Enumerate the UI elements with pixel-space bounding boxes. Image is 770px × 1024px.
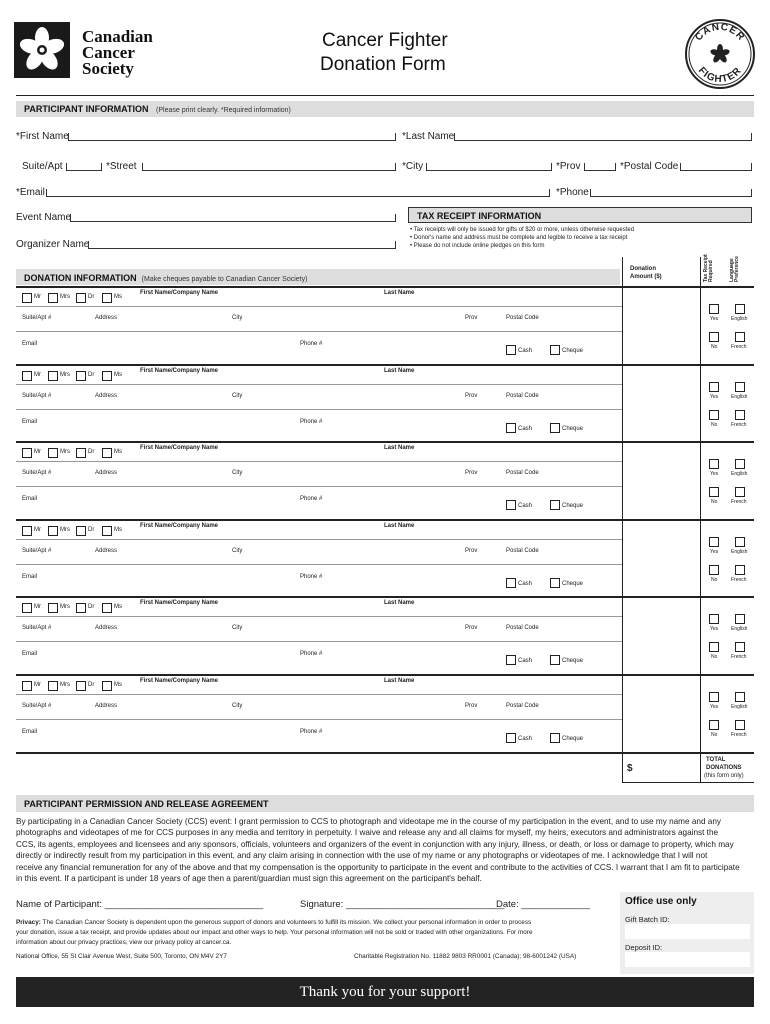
tax-receipt-yes-checkbox[interactable] [709, 304, 719, 314]
donor-city-label: City [232, 470, 243, 476]
language-french-checkbox[interactable] [735, 410, 745, 420]
title-dr-checkbox[interactable] [76, 371, 86, 381]
row-divider [16, 486, 622, 487]
agreement-line-4: directly or indirectly result from my participation in this event, and any claim arising in connection with the use of my name or any photographs or videotapes of me. I acknowledge that I will not [16, 851, 708, 861]
title-ms-label: Ms [114, 294, 122, 300]
tax-receipt-no-checkbox[interactable] [709, 332, 719, 342]
donor-email-label: Email [22, 729, 38, 735]
gift-batch-label: Gift Batch ID: [625, 915, 670, 924]
tax-receipt-yes-checkbox[interactable] [709, 537, 719, 547]
title-ms-label: Ms [114, 372, 122, 378]
donation-section-note-bold: Canadian Cancer Society [225, 276, 306, 283]
language-french-label: French [731, 344, 747, 350]
payment-cash-label: Cash [518, 503, 533, 509]
tax-receipt-required-header: Tax Receipt Required [703, 254, 714, 282]
title-dr-label: Dr [88, 449, 95, 455]
donation-section-note-suffix: ) [305, 276, 308, 283]
donation-section-title: DONATION INFORMATION [24, 273, 137, 283]
payment-cheque-checkbox[interactable] [550, 500, 560, 510]
title-mrs-label: Mrs [60, 527, 70, 533]
payment-cash-checkbox[interactable] [506, 655, 516, 665]
payment-cash-checkbox[interactable] [506, 423, 516, 433]
language-english-checkbox[interactable] [735, 614, 745, 624]
tax-receipt-yes-label: Yes [710, 316, 719, 322]
title-dr-checkbox[interactable] [76, 526, 86, 536]
donor-last-name-label: Last Name [384, 368, 415, 374]
donor-first-name-label: First Name/Company Name [140, 600, 219, 606]
donor-address-label: Address [95, 470, 118, 476]
donor-postal-label: Postal Code [506, 548, 539, 554]
donor-phone-label: Phone # [300, 341, 323, 347]
title-dr-checkbox[interactable] [76, 681, 86, 691]
donor-suite-label: Suite/Apt # [22, 548, 52, 554]
title-ms-checkbox[interactable] [102, 681, 112, 691]
agreement-line-3: CCS, its agents, employees and licensees and any sponsors, officials, volunteers and organizers of the event in conjunction with any injury, illness, or death, or loss or damage to property, which may [16, 839, 734, 849]
tax-receipt-no-label: No [711, 422, 718, 428]
payment-cash-label: Cash [518, 658, 533, 664]
title-mr-checkbox[interactable] [22, 681, 32, 691]
cancer-fighter-badge-icon [684, 18, 756, 90]
donor-postal-label: Postal Code [506, 703, 539, 709]
row-divider [16, 409, 622, 410]
title-mrs-checkbox[interactable] [48, 293, 58, 303]
payment-cash-checkbox[interactable] [506, 578, 516, 588]
payment-cheque-checkbox[interactable] [550, 578, 560, 588]
office-use-box [620, 892, 754, 974]
title-ms-label: Ms [114, 604, 122, 610]
tax-receipt-no-checkbox[interactable] [709, 642, 719, 652]
donor-prov-label: Prov [465, 625, 478, 631]
donor-address-label: Address [95, 393, 118, 399]
language-french-checkbox[interactable] [735, 565, 745, 575]
title-mr-checkbox[interactable] [22, 526, 32, 536]
payment-cash-checkbox[interactable] [506, 733, 516, 743]
language-french-label: French [731, 422, 747, 428]
payment-cash-label: Cash [518, 426, 533, 432]
event-name-label: Event Name [16, 212, 72, 223]
title-mr-checkbox[interactable] [22, 448, 32, 458]
event-name-field[interactable] [70, 214, 396, 222]
tax-receipt-no-checkbox[interactable] [709, 720, 719, 730]
total-label-line3: (this form only) [704, 773, 744, 779]
language-english-label: English [731, 394, 748, 400]
total-dollar-symbol: $ [627, 763, 633, 774]
donor-address-label: Address [95, 548, 118, 554]
form-title-line1: Cancer Fighter [322, 30, 448, 51]
deposit-id-field[interactable] [625, 952, 750, 967]
donor-postal-label: Postal Code [506, 625, 539, 631]
row-divider [16, 564, 622, 565]
donor-first-name-label: First Name/Company Name [140, 678, 219, 684]
row-divider [16, 331, 622, 332]
donor-last-name-label: Last Name [384, 600, 415, 606]
title-ms-checkbox[interactable] [102, 371, 112, 381]
tax-receipt-yes-checkbox[interactable] [709, 382, 719, 392]
donor-last-name-label: Last Name [384, 523, 415, 529]
donor-last-name-label: Last Name [384, 445, 415, 451]
participant-section-title: PARTICIPANT INFORMATION [24, 104, 149, 114]
title-mr-label: Mr [34, 372, 41, 378]
participant-city-field[interactable] [426, 163, 552, 171]
organizer-name-field[interactable] [88, 241, 396, 249]
donation-section-bar [16, 269, 620, 285]
agreement-section-bar [16, 795, 754, 812]
donor-first-name-label: First Name/Company Name [140, 445, 219, 451]
language-french-label: French [731, 577, 747, 583]
language-french-checkbox[interactable] [735, 332, 745, 342]
privacy-line-3: information about our privacy practices, view our privacy policy at cancer.ca. [16, 939, 232, 946]
payment-cheque-checkbox[interactable] [550, 733, 560, 743]
participant-signature-field[interactable]: Signature: ______________________________ [300, 899, 505, 910]
donor-suite-label: Suite/Apt # [22, 470, 52, 476]
donation-amount-field[interactable] [623, 287, 700, 364]
participant-section-note: (Please print clearly. *Required information) [156, 107, 291, 114]
donor-email-label: Email [22, 496, 38, 502]
language-english-label: English [731, 626, 748, 632]
payment-cheque-label: Cheque [562, 581, 584, 587]
tax-receipt-yes-checkbox[interactable] [709, 459, 719, 469]
payment-cheque-label: Cheque [562, 503, 584, 509]
row-divider [16, 384, 622, 385]
language-english-checkbox[interactable] [735, 459, 745, 469]
header-divider [16, 95, 754, 96]
participant-suite-field[interactable] [66, 163, 102, 171]
title-mr-label: Mr [34, 294, 41, 300]
donation-amount-field[interactable] [623, 597, 700, 674]
title-mrs-label: Mrs [60, 682, 70, 688]
donor-prov-label: Prov [465, 703, 478, 709]
participant-city-label: *City [402, 161, 424, 172]
total-bottom-border [622, 782, 754, 783]
title-dr-label: Dr [88, 372, 95, 378]
svg-text:FIGHTER: FIGHTER [695, 65, 745, 86]
title-dr-checkbox[interactable] [76, 293, 86, 303]
tax-receipt-bar [408, 207, 752, 223]
language-preference-header: Language Preference [729, 256, 740, 282]
language-english-label: English [731, 549, 748, 555]
participant-phone-field[interactable] [590, 189, 752, 197]
row-divider [16, 641, 622, 642]
ccs-logo [14, 22, 70, 78]
tax-receipt-title: TAX RECEIPT INFORMATION [417, 211, 542, 221]
donation-amount-field[interactable] [623, 442, 700, 519]
title-mrs-checkbox[interactable] [48, 681, 58, 691]
title-mrs-checkbox[interactable] [48, 603, 58, 613]
language-english-label: English [731, 316, 748, 322]
language-english-label: English [731, 704, 748, 710]
title-mrs-checkbox[interactable] [48, 371, 58, 381]
payment-cash-checkbox[interactable] [506, 345, 516, 355]
donor-email-label: Email [22, 341, 38, 347]
payment-cheque-label: Cheque [562, 348, 584, 354]
participant-name-signature-field[interactable]: Name of Participant: ______________________________ [16, 899, 264, 910]
donor-last-name-label: Last Name [384, 678, 415, 684]
agreement-line-1: By participating in a Canadian Cancer Society (CCS) event: I grant permission to CCS to photograph and videotape me in the course of my participation in the event, and to use my name and any [16, 817, 721, 826]
daffodil-icon [14, 22, 70, 78]
donor-phone-label: Phone # [300, 574, 323, 580]
donor-suite-label: Suite/Apt # [22, 625, 52, 631]
tax-receipt-no-label: No [711, 654, 718, 660]
donor-postal-label: Postal Code [506, 393, 539, 399]
privacy-line-2: your donation, issue a tax receipt, and provide updates about our impact and other ways to help. Your personal information will not be sold or traded with other organizations. For more [16, 929, 533, 936]
donor-first-name-label: First Name/Company Name [140, 523, 219, 529]
org-name-line1: Canadian [82, 27, 153, 46]
donor-email-label: Email [22, 419, 38, 425]
donor-postal-label: Postal Code [506, 470, 539, 476]
language-english-checkbox[interactable] [735, 692, 745, 702]
donor-email-label: Email [22, 574, 38, 580]
title-ms-label: Ms [114, 449, 122, 455]
payment-cheque-label: Cheque [562, 426, 584, 432]
tax-receipt-yes-label: Yes [710, 704, 719, 710]
title-ms-checkbox[interactable] [102, 293, 112, 303]
payment-cheque-label: Cheque [562, 658, 584, 664]
agreement-text [16, 816, 756, 884]
language-english-label: English [731, 471, 748, 477]
payment-cheque-checkbox[interactable] [550, 345, 560, 355]
row-bottom-border [16, 752, 754, 754]
tax-receipt-yes-label: Yes [710, 394, 719, 400]
tax-receipt-no-label: No [711, 577, 718, 583]
donor-phone-label: Phone # [300, 496, 323, 502]
agreement-date-field[interactable]: Date: _____________ [496, 899, 591, 910]
title-mrs-label: Mrs [60, 449, 70, 455]
tax-receipt-no-label: No [711, 499, 718, 505]
organizer-name-label: Organizer Name [16, 239, 90, 250]
participant-first-name-label: *First Name [16, 131, 69, 142]
title-dr-checkbox[interactable] [76, 448, 86, 458]
row-divider [16, 616, 622, 617]
title-ms-checkbox[interactable] [102, 603, 112, 613]
row-divider [16, 694, 622, 695]
tax-receipt-bullet-1: • Tax receipts will only be issued for gifts of $20 or more, unless otherwise requested [410, 227, 635, 233]
tax-receipt-yes-label: Yes [710, 549, 719, 555]
donor-city-label: City [232, 625, 243, 631]
title-mr-label: Mr [34, 604, 41, 610]
title-mrs-label: Mrs [60, 294, 70, 300]
donor-prov-label: Prov [465, 393, 478, 399]
payment-cash-label: Cash [518, 736, 533, 742]
donation-amount-field[interactable] [623, 520, 700, 597]
donor-city-label: City [232, 315, 243, 321]
payment-cheque-checkbox[interactable] [550, 655, 560, 665]
row-divider [16, 719, 622, 720]
title-dr-checkbox[interactable] [76, 603, 86, 613]
row-divider [16, 539, 622, 540]
title-ms-label: Ms [114, 527, 122, 533]
title-mr-label: Mr [34, 527, 41, 533]
participant-last-name-field[interactable] [454, 133, 752, 141]
title-ms-checkbox[interactable] [102, 526, 112, 536]
participant-first-name-field[interactable] [68, 133, 396, 141]
language-french-checkbox[interactable] [735, 487, 745, 497]
amount-header-line1: Donation [630, 266, 656, 272]
gift-batch-field[interactable] [625, 924, 750, 939]
thank-you-banner: Thank you for your support! [16, 977, 754, 1007]
payment-cheque-checkbox[interactable] [550, 423, 560, 433]
title-dr-label: Dr [88, 294, 95, 300]
language-french-label: French [731, 499, 747, 505]
donor-postal-label: Postal Code [506, 315, 539, 321]
office-use-title: Office use only [625, 896, 697, 907]
tax-receipt-bullet-3: • Please do not include online pledges on this form [410, 243, 545, 249]
donor-city-label: City [232, 393, 243, 399]
tax-receipt-no-label: No [711, 344, 718, 350]
title-mrs-checkbox[interactable] [48, 448, 58, 458]
row-divider [16, 306, 622, 307]
participant-email-label: *Email [16, 187, 45, 198]
org-name-line3: Society [82, 59, 134, 78]
deposit-id-label: Deposit ID: [625, 943, 663, 952]
title-mr-label: Mr [34, 682, 41, 688]
donor-address-label: Address [95, 703, 118, 709]
donation-amount-field[interactable] [623, 365, 700, 442]
language-english-checkbox[interactable] [735, 382, 745, 392]
tax-receipt-bullet-2: • Donor's name and address must be complete and legible to receive a tax receipt [410, 235, 628, 241]
charitable-registration: Charitable Registration No. 11882 9803 RR0001 (Canada); 98-6001242 (USA) [354, 953, 577, 960]
donor-suite-label: Suite/Apt # [22, 393, 52, 399]
title-mr-checkbox[interactable] [22, 293, 32, 303]
donor-address-label: Address [95, 625, 118, 631]
participant-prov-field[interactable] [584, 163, 616, 171]
participant-street-label: *Street [106, 161, 137, 172]
form-title-line2: Donation Form [320, 54, 446, 75]
donation-amount-field[interactable] [623, 675, 700, 752]
payment-cash-checkbox[interactable] [506, 500, 516, 510]
participant-last-name-label: *Last Name [402, 131, 455, 142]
agreement-line-2: photographs and videotapes of me for CCS purposes in any media and territory in perpetuity. I waive and release any and all claims for myself, my heirs, executors and administrators against the [16, 828, 719, 838]
donor-suite-label: Suite/Apt # [22, 703, 52, 709]
donor-last-name-label: Last Name [384, 290, 415, 296]
title-mr-label: Mr [34, 449, 41, 455]
language-french-checkbox[interactable] [735, 720, 745, 730]
title-dr-label: Dr [88, 682, 95, 688]
donor-phone-label: Phone # [300, 651, 323, 657]
tax-receipt-no-label: No [711, 732, 718, 738]
privacy-label: Privacy: [16, 919, 41, 926]
title-dr-label: Dr [88, 527, 95, 533]
donor-prov-label: Prov [465, 470, 478, 476]
donation-section-note-prefix: (Make cheques payable to [141, 276, 226, 283]
participant-suite-label: Suite/Apt [22, 161, 63, 172]
tax-receipt-yes-label: Yes [710, 471, 719, 477]
privacy-notice [16, 918, 533, 948]
total-label-line2: DONATIONS [706, 765, 742, 771]
privacy-line-1: The Canadian Cancer Society is dependent upon the generous support of donors and volunteers to fulfill its mission. We collect your personal information in order to process [40, 919, 532, 926]
agreement-section-title: PARTICIPANT PERMISSION AND RELEASE AGREEMENT [24, 799, 269, 809]
tax-receipt-yes-label: Yes [710, 626, 719, 632]
donor-first-name-label: First Name/Company Name [140, 368, 219, 374]
agreement-line-5: receive any financial remuneration for any of the above and that my compensation is the opportunity to participate in the event and contribute to the activities of CCS. I warrant that I am fit to participate [16, 862, 740, 872]
participant-prov-label: *Prov [556, 161, 581, 172]
language-english-checkbox[interactable] [735, 304, 745, 314]
title-mrs-label: Mrs [60, 604, 70, 610]
participant-section-bar [16, 101, 754, 117]
tax-receipt-no-checkbox[interactable] [709, 410, 719, 420]
participant-phone-label: *Phone [556, 187, 589, 198]
tax-receipt-yes-checkbox[interactable] [709, 614, 719, 624]
title-mrs-label: Mrs [60, 372, 70, 378]
donor-phone-label: Phone # [300, 729, 323, 735]
donor-email-label: Email [22, 651, 38, 657]
org-name-line2: Cancer [82, 43, 135, 62]
payment-cash-label: Cash [518, 581, 533, 587]
amount-header-line2: Amount ($) [630, 274, 662, 280]
tax-receipt-no-checkbox[interactable] [709, 565, 719, 575]
row-divider [16, 461, 622, 462]
payment-cheque-label: Cheque [562, 736, 584, 742]
language-english-checkbox[interactable] [735, 537, 745, 547]
donor-suite-label: Suite/Apt # [22, 315, 52, 321]
svg-text:CANCER: CANCER [693, 21, 747, 44]
title-mr-checkbox[interactable] [22, 603, 32, 613]
donor-prov-label: Prov [465, 315, 478, 321]
donor-city-label: City [232, 548, 243, 554]
donor-prov-label: Prov [465, 548, 478, 554]
agreement-line-6: in this event. If a participant is under 18 years of age then a parent/guardian must sign this agreement on the participant's behalf. [16, 874, 482, 884]
title-ms-label: Ms [114, 682, 122, 688]
tax-receipt-no-checkbox[interactable] [709, 487, 719, 497]
participant-postal-field[interactable] [680, 163, 752, 171]
total-label-line1: TOTAL [706, 757, 726, 763]
participant-street-field[interactable] [142, 163, 396, 171]
participant-postal-label: *Postal Code [620, 161, 679, 172]
language-french-label: French [731, 654, 747, 660]
donor-address-label: Address [95, 315, 118, 321]
donor-phone-label: Phone # [300, 419, 323, 425]
donor-city-label: City [232, 703, 243, 709]
title-dr-label: Dr [88, 604, 95, 610]
title-mr-checkbox[interactable] [22, 371, 32, 381]
tax-receipt-yes-checkbox[interactable] [709, 692, 719, 702]
title-mrs-checkbox[interactable] [48, 526, 58, 536]
language-french-checkbox[interactable] [735, 642, 745, 652]
participant-email-field[interactable] [46, 189, 550, 197]
national-office-address: National Office, 55 St Clair Avenue West, Suite 500, Toronto, ON M4V 2Y7 [16, 953, 227, 960]
payment-cash-label: Cash [518, 348, 533, 354]
language-french-label: French [731, 732, 747, 738]
title-ms-checkbox[interactable] [102, 448, 112, 458]
donor-first-name-label: First Name/Company Name [140, 290, 219, 296]
